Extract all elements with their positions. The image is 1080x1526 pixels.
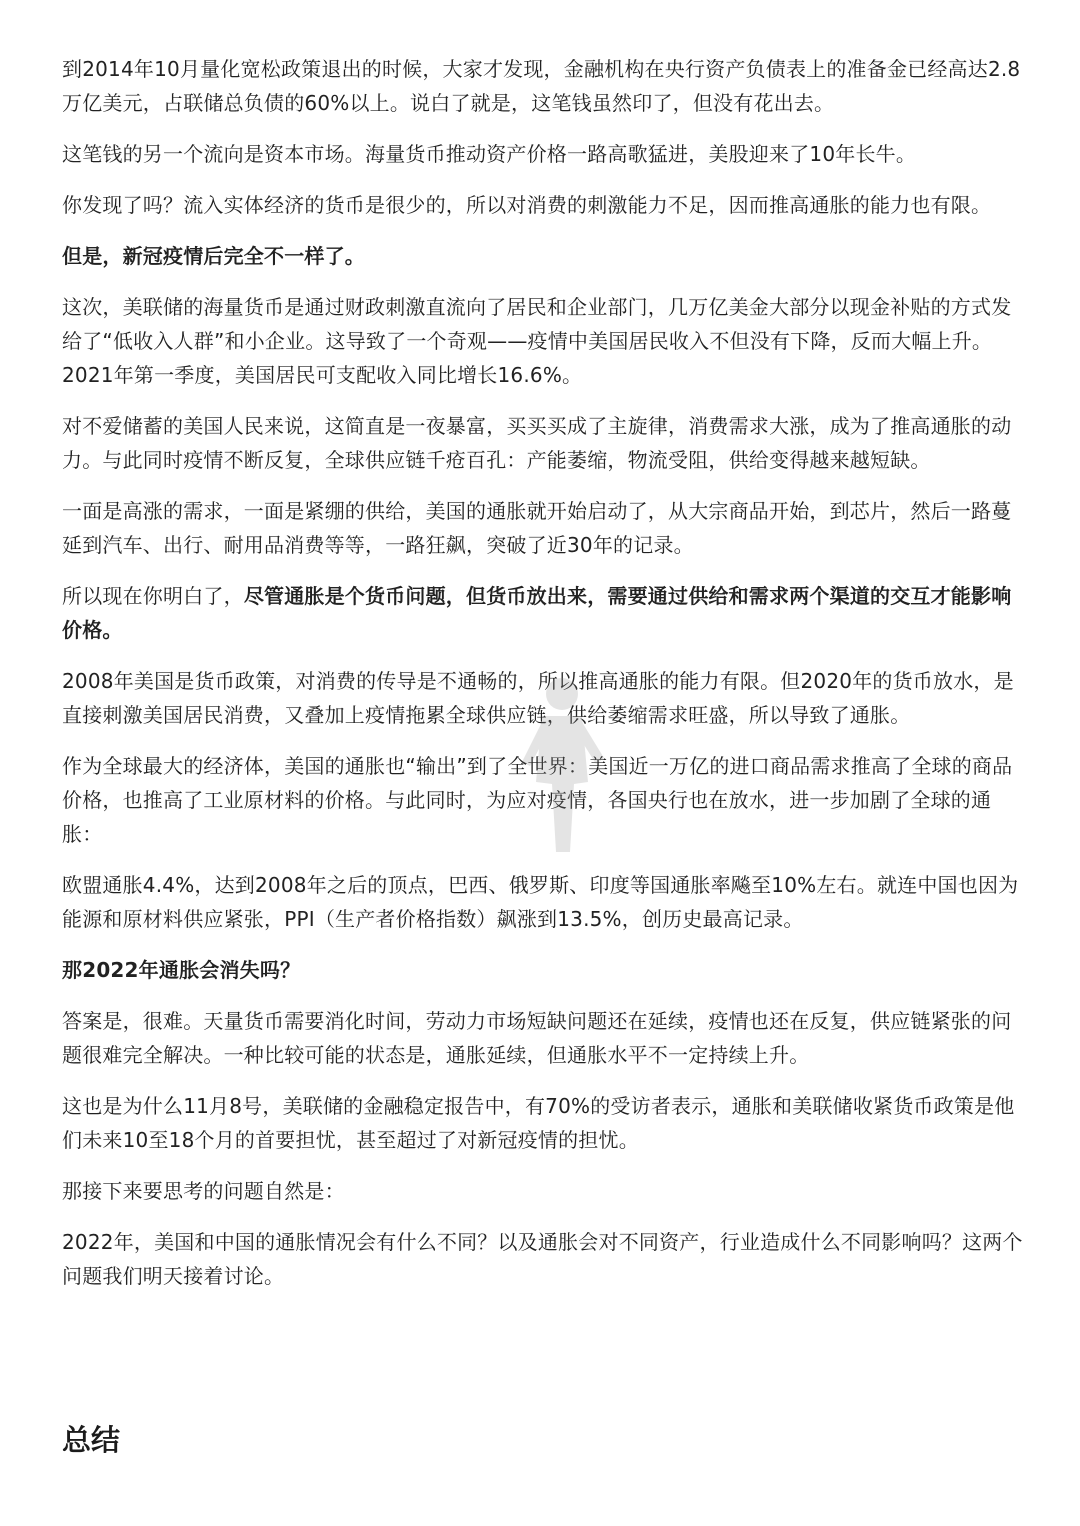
paragraph-inflation-start: 一面是高涨的需求，一面是紧绷的供给，美国的通胀就开始启动了，从大宗商品开始，到芯片，然后一路蔓延到汽车、出行、耐用品消费等等，一路狂飙，突破了近30年的记录。 bbox=[62, 499, 1012, 557]
paragraph-conclusion-key bbox=[62, 579, 1024, 647]
paragraph-consumption-demand: 对不爱储蓄的美国人民来说，这简直是一夜暴富，买买买成了主旋律，消费需求大涨，成为了推高通胀的动力。与此同时疫情不断反复，全球供应链千疮百孔：产能萎缩，物流受阻，供给变得越来越短缺。 bbox=[62, 414, 1012, 472]
paragraph-global-export: 作为全球最大的经济体，美国的通胀也“输出”到了全世界：美国近一万亿的进口商品需求推高了全球的商品价格，也推高了工业原材料的价格。与此同时，为应对疫情，各国央行也在放水，进一步加剧了全球的通胀： bbox=[62, 754, 1013, 846]
paragraph-next-question: 那接下来要思考的问题自然是： bbox=[62, 1179, 345, 1203]
paragraph-fed-report: 这也是为什么11月8号，美联储的金融稳定报告中，有70%的受访者表示，通胀和美联储收紧货币政策是他们未来10至18个月的首要担忧，甚至超过了对新冠疫情的担忧。 bbox=[62, 1094, 1015, 1152]
paragraph-question-2022: 那2022年通胀会消失吗？ bbox=[62, 958, 301, 982]
paragraph-global-rates: 欧盟通胀4.4%，达到2008年之后的顶点，巴西、俄罗斯、印度等国通胀率飚至10%左右。就连中国也因为能源和原材料供应紧张，PPI（生产者价格指数）飙涨到13.5%，创历史最高记录。 bbox=[62, 873, 1019, 931]
paragraph-qe-exit: 到2014年10月量化宽松政策退出的时候，大家才发现，金融机构在央行资产负债表上的准备金已经高达2.8万亿美元，占联储总负债的60%以上。说白了就是，这笔钱虽然印了，但没有花出去。 bbox=[62, 57, 1021, 115]
paragraph-tomorrow: 2022年，美国和中国的通胀情况会有什么不同？以及通胀会对不同资产，行业造成什么不同影响吗？这两个问题我们明天接着讨论。 bbox=[62, 1230, 1023, 1288]
article-body bbox=[62, 52, 1024, 1310]
paragraph-2008-vs-2020: 2008年美国是货币政策，对消费的传导是不通畅的，所以推高通胀的能力有限。但2020年的货币放水，是直接刺激美国居民消费，又叠加上疫情拖累全球供应链，供给萎缩需求旺盛，所以导致了通胀。 bbox=[62, 669, 1014, 727]
paragraph-conclusion-strong: 尽管通胀是个货币问题，但货币放出来，需要通过供给和需求两个渠道的交互才能影响价格。 bbox=[62, 584, 1012, 642]
paragraph-fiscal-stimulus: 这次，美联储的海量货币是通过财政刺激直流向了居民和企业部门，几万亿美金大部分以现金补贴的方式发给了“低收入人群”和小企业。这导致了一个奇观——疫情中美国居民收入不但没有下降，反而大幅上升。2021年第一季度，美国居民可支配收入同比增长16.6%。 bbox=[62, 295, 1012, 387]
paragraph-real-economy: 你发现了吗？流入实体经济的货币是很少的，所以对消费的刺激能力不足，因而推高通胀的能力也有限。 bbox=[62, 193, 992, 217]
paragraph-answer-hard: 答案是，很难。天量货币需要消化时间，劳动力市场短缺问题还在延续，疫情也还在反复，供应链紧张的问题很难完全解决。一种比较可能的状态是，通胀延续，但通胀水平不一定持续上升。 bbox=[62, 1009, 1012, 1067]
paragraph-covid-different: 但是，新冠疫情后完全不一样了。 bbox=[62, 244, 365, 268]
paragraph-conclusion-prefix: 所以现在你明白了， bbox=[62, 584, 244, 608]
section-heading-summary: 总结 bbox=[62, 1423, 121, 1457]
paragraph-capital-market: 这笔钱的另一个流向是资本市场。海量货币推动资产价格一路高歌猛进，美股迎来了10年长牛。 bbox=[62, 142, 917, 166]
